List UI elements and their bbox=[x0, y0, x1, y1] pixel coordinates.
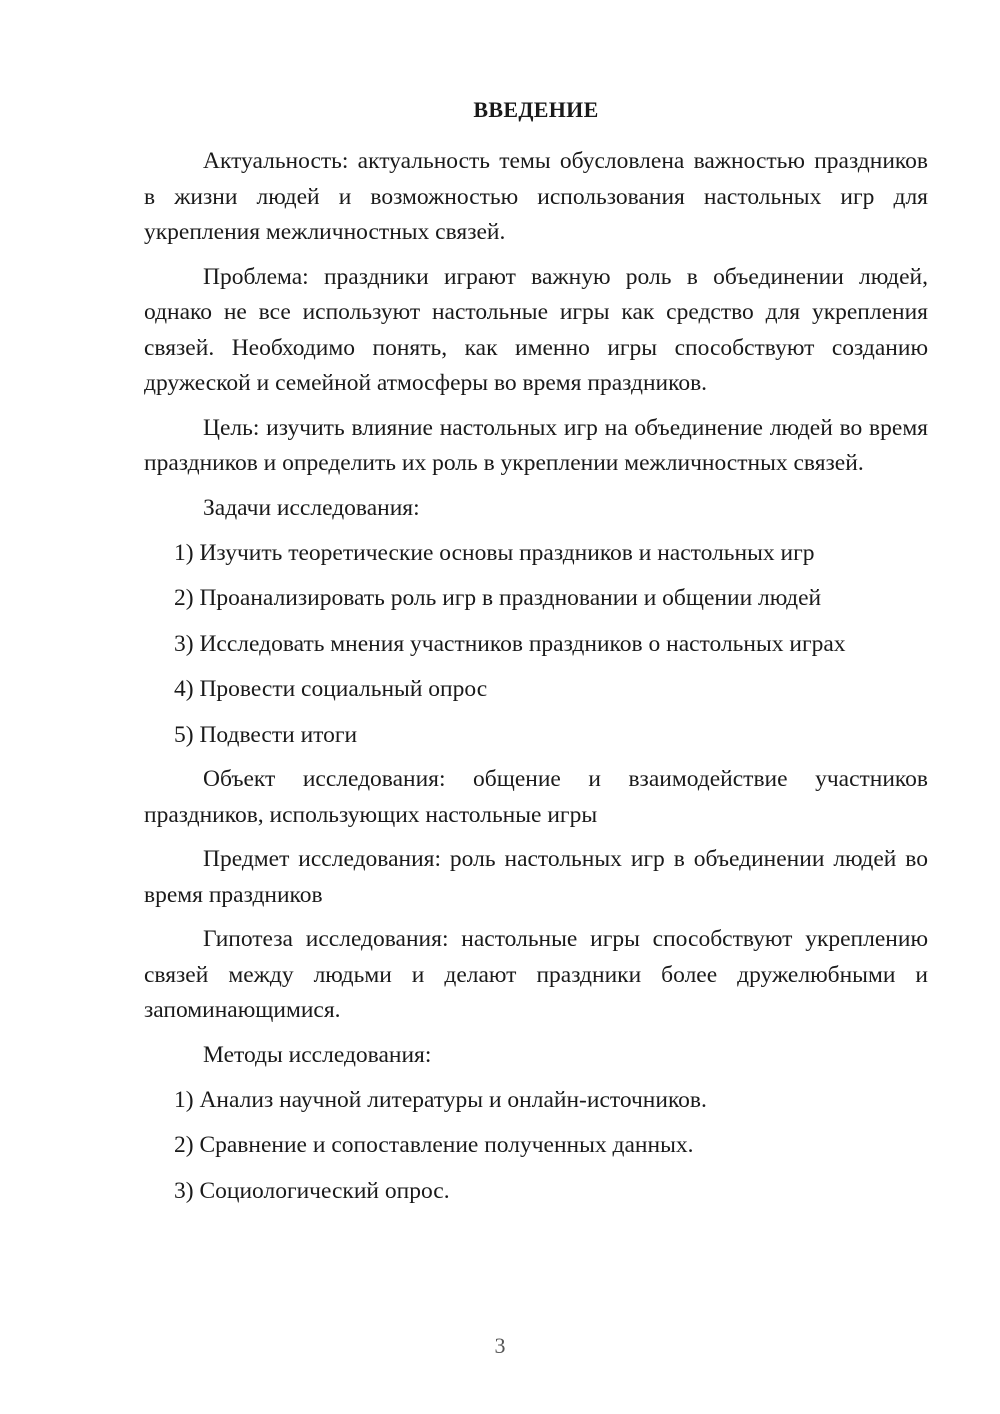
paragraph-subject: Предмет исследования: роль настольных игр в объединении людей во время праздников bbox=[144, 846, 928, 908]
paragraph-relevance: Актуальность: актуальность темы обусловлена важностью праздников в жизни людей и возможностью использования настольных игр для укрепления межличностных связей. bbox=[144, 148, 928, 245]
list-item: 2) Сравнение и сопоставление полученных данных. bbox=[174, 1132, 694, 1158]
paragraph-problem: Проблема: праздники играют важную роль в объединении людей, однако не все используют настольные игры как средство для укрепления связей. Необходимо понять, как именно игры способствуют созданию дружеской и семейной атмосферы во время праздников. bbox=[144, 263, 928, 396]
list-item: 1) Анализ научной литературы и онлайн-источников. bbox=[174, 1086, 707, 1113]
page-number: 3 bbox=[494, 1333, 506, 1358]
list-item: 5) Подвести итоги bbox=[174, 721, 358, 748]
tasks-title: Задачи исследования: bbox=[203, 494, 420, 521]
paragraph-hypothesis: Гипотеза исследования: настольные игры способствуют укреплению связей между людьми и делают праздники более дружелюбными и запоминающимися. bbox=[144, 926, 928, 1023]
list-item: 4) Провести социальный опрос bbox=[174, 676, 488, 702]
methods-list bbox=[144, 1082, 928, 1209]
tasks-list bbox=[144, 535, 928, 753]
section-heading: ВВЕДЕНИЕ bbox=[473, 97, 599, 122]
paragraph-object: Объект исследования: общение и взаимодействие участников праздников, использующих настольные игры bbox=[144, 766, 928, 828]
list-item: 3) Социологический опрос. bbox=[174, 1177, 450, 1204]
methods-title: Методы исследования: bbox=[203, 1041, 432, 1068]
list-item: 1) Изучить теоретические основы праздников и настольных игр bbox=[174, 539, 815, 566]
document-page bbox=[144, 94, 928, 1218]
paragraph-goal: Цель: изучить влияние настольных игр на объединение людей во время праздников и определить их роль в укреплении межличностных связей. bbox=[144, 414, 928, 476]
list-item: 2) Проанализировать роль игр в праздновании и общении людей bbox=[174, 585, 822, 611]
list-item: 3) Исследовать мнения участников праздников о настольных играх bbox=[174, 630, 846, 657]
